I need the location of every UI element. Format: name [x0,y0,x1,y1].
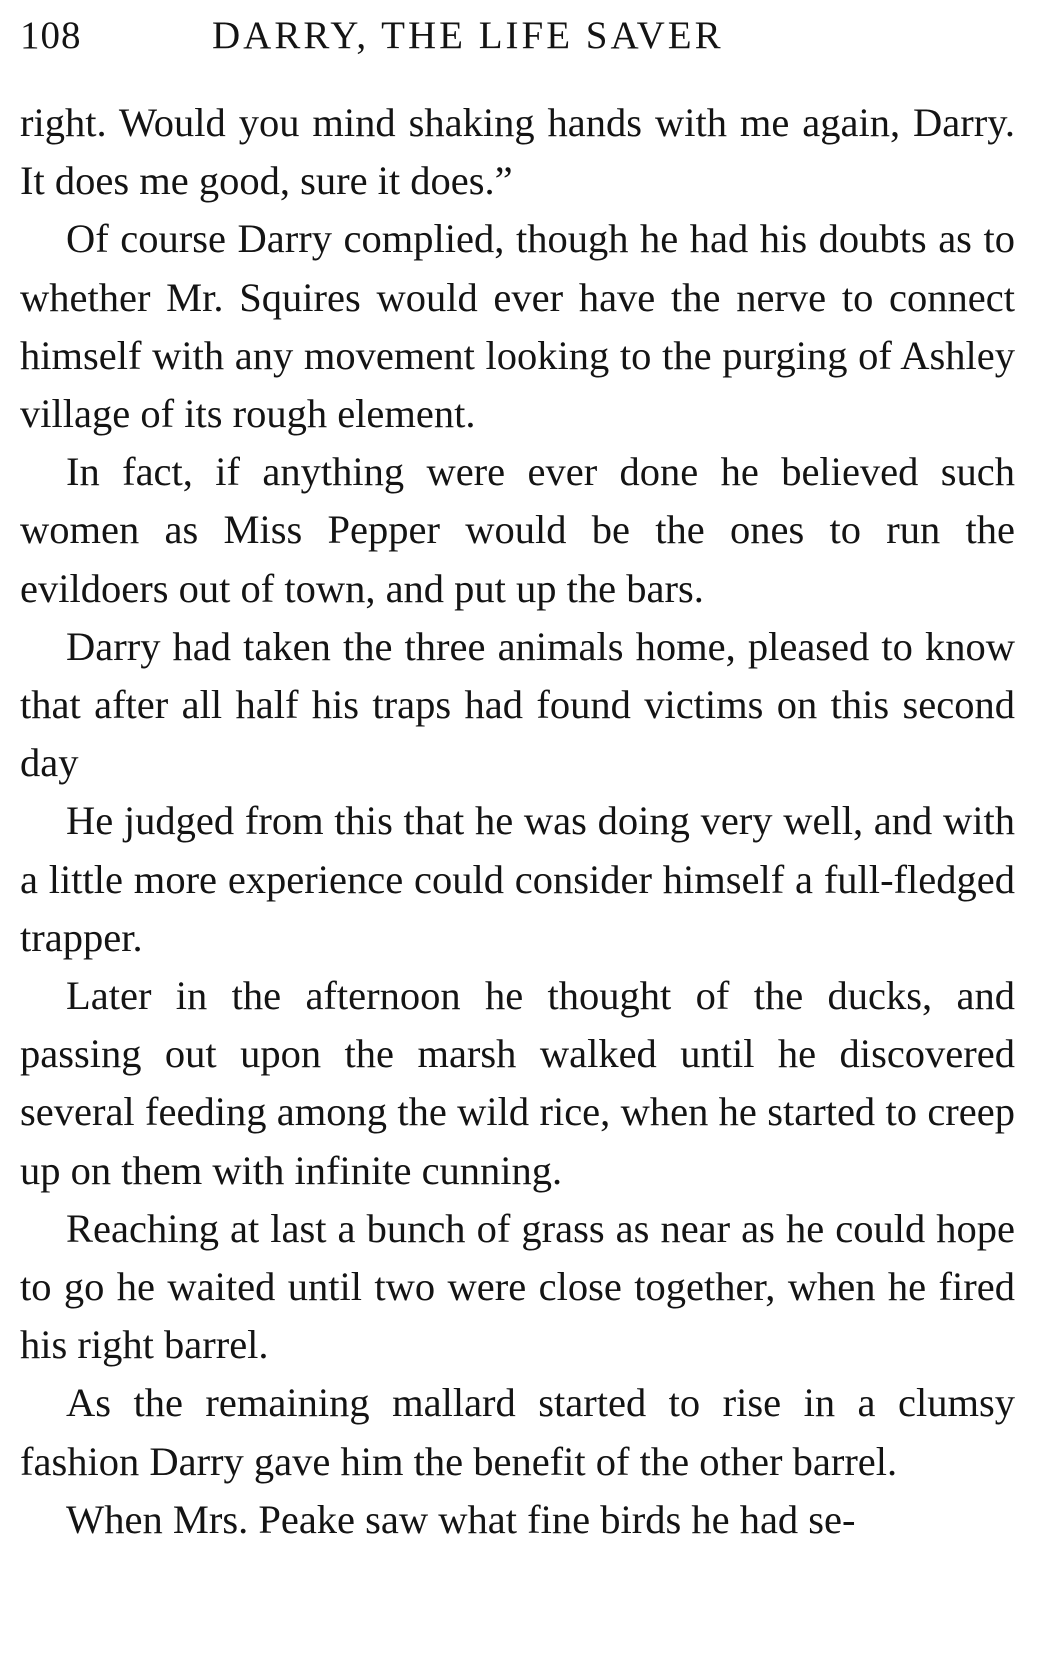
paragraph: Of course Darry complied, though he had his doubts as to whether Mr. Squires would ever have the nerve to connect himself with any movement looking to the purging of Ashley village of its rough element. [20,216,1015,437]
page-number: 108 [20,14,82,57]
paragraph: When Mrs. Peake saw what fine birds he had se- [66,1496,856,1542]
paragraph: In fact, if anything were ever done he believed such women as Miss Pepper would be the ones to run the evildoers out of town, and put up the bars. [20,449,1015,611]
page-header [20,12,1015,60]
book-page [20,0,1015,1660]
paragraph: Darry had taken the three animals home, pleased to know that after all half his traps had found victims on this second day [20,623,1015,786]
running-head: DARRY, THE LIFE SAVER [212,14,724,57]
body-text [20,94,1015,1549]
paragraph: right. Would you mind shaking hands with me again, Darry. It does me good, sure it does.” [20,100,1015,204]
paragraph: As the remaining mallard started to rise in a clumsy fashion Darry gave him the benefit of the other barrel. [20,1380,1015,1484]
paragraph: Reaching at last a bunch of grass as near as he could hope to go he waited until two were close together, when he fired his right barrel. [20,1205,1015,1368]
paragraph: Later in the afternoon he thought of the ducks, and passing out upon the marsh walked until he discovered several feeding among the wild rice, when he started to creep up on them with infinite cunning. [20,973,1015,1193]
paragraph: He judged from this that he was doing very well, and with a little more experience could consider himself a full-fledged trapper. [20,798,1015,960]
